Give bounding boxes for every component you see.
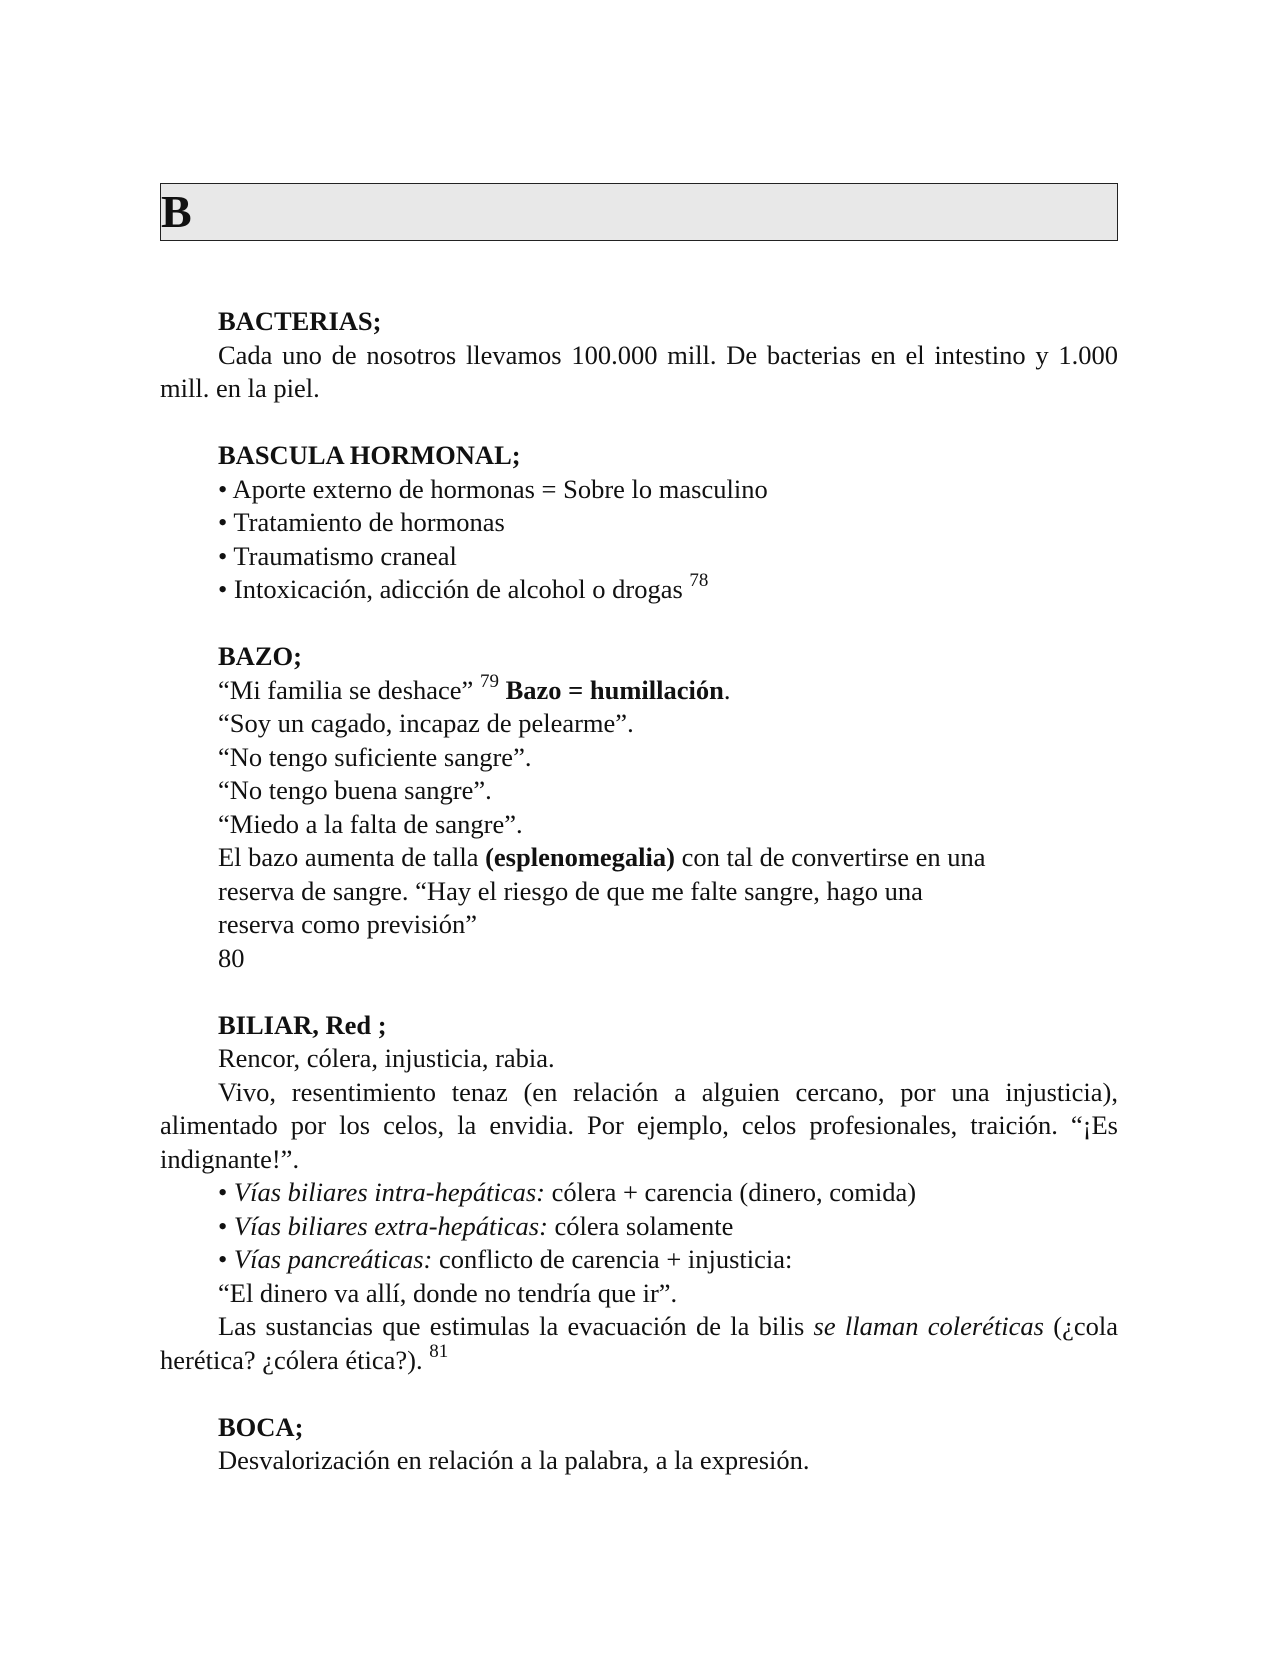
quote-line: “Soy un cagado, incapaz de pelearme”. [218,708,634,738]
list-item: • Tratamiento de hormonas [218,507,505,537]
bold-text: Bazo = humillación [498,674,724,705]
bullet: • [218,1177,234,1207]
entry-heading: BASCULA HORMONAL; [218,440,521,470]
text: Las sustancias que estimulas la evacuación de la bilis [218,1311,814,1341]
list-item [160,1243,1118,1277]
list-item [160,1210,1118,1244]
section-letter-header [160,183,1118,241]
italic-text: Vías biliares extra-hepáticas: [233,1210,548,1241]
quote-line: “Miedo a la falta de sangre”. [218,808,523,839]
quote-line: “No tengo buena sangre”. [218,775,492,805]
quote-line: “El dinero va allí, donde no tendría que ir”. [218,1277,678,1308]
entry-bazo [160,640,1118,975]
paragraph-line: reserva como previsión” [218,909,478,939]
footnote-ref: 79 [479,670,499,692]
text: cólera solamente [547,1210,734,1241]
text: cólera + carencia (dinero, comida) [545,1177,917,1207]
quote-line: “No tengo suficiente sangre”. [218,741,532,772]
entry-boca [160,1411,1118,1478]
quote-line [160,670,1118,708]
entry-heading: BILIAR, Red ; [218,1009,387,1040]
entry-heading: BAZO; [218,641,302,671]
list-item-text: • Intoxicación, adicción de alcohol o drogas [218,574,690,604]
entry-bascula-hormonal [160,439,1118,607]
section-letter: B [161,186,192,237]
bullet: • [218,1210,234,1241]
text: (¿cola herética? ¿cólera ética?). [160,1311,1118,1375]
italic-text: se llaman coleréticas [813,1311,1044,1341]
entry-biliar [160,1009,1118,1378]
bullet: • [218,1244,234,1274]
entry-heading: BOCA; [218,1411,304,1442]
entry-text: Cada uno de nosotros llevamos 100.000 mill. De bacterias en el intestino y 1.000 mill. en la piel. [160,339,1118,403]
paragraph-line: reserva de sangre. “Hay el riesgo de que me falte sangre, hago una [218,875,923,906]
list-item [160,570,1118,607]
quote-text: “Mi familia se deshace” [218,674,480,705]
text: conflicto de carencia + injusticia: [432,1244,793,1274]
bold-text: (esplenomegalia) [485,842,675,872]
list-item [160,1176,1118,1210]
punctuation: . [723,674,731,705]
footnote-ref: 78 [689,570,709,592]
entry-paragraph [160,1310,1118,1377]
paragraph-line [160,841,1118,875]
footnote-ref: 80 [218,942,245,973]
entry-heading: BACTERIAS; [218,306,382,336]
entry-text: Desvalorización en relación a la palabra, a la expresión. [218,1445,810,1475]
footnote-ref: 81 [429,1340,449,1362]
text: El bazo aumenta de talla [218,842,486,872]
list-item: • Aporte externo de hormonas = Sobre lo masculino [218,473,768,504]
entry-bacterias [160,305,1118,406]
entry-text: Rencor, cólera, injusticia, rabia. [218,1043,555,1073]
italic-text: Vías pancreáticas: [233,1244,433,1274]
text: con tal de convertirse en una [674,842,986,872]
entries [160,305,1118,1511]
italic-text: Vías biliares intra-hepáticas: [233,1177,546,1207]
list-item: • Traumatismo craneal [218,540,457,571]
entry-paragraph: Vivo, resentimiento tenaz (en relación a alguien cercano, por una injusticia), alimentado por los celos, la envidia. Por ejemplo, celos profesionales, traición. “¡Es indignante!”. [160,1076,1118,1174]
